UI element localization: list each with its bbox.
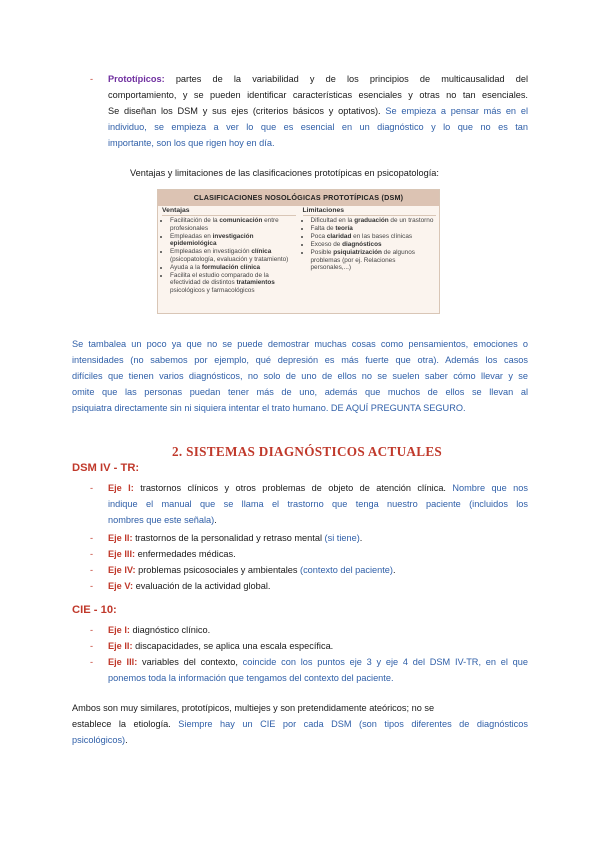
advantage-item: • Facilita el estudio comparado de la efectividad de distintos tratamientos psicológicos y farmacológicos bbox=[170, 272, 296, 295]
bullet-dash: - bbox=[90, 625, 94, 635]
limitation-item: • Dificultad en la graduación de un trastorno bbox=[311, 217, 437, 225]
prototipicos-term: Prototípicos: bbox=[108, 74, 165, 84]
limitation-item: • Poca claridad en las bases clínicas bbox=[311, 233, 437, 241]
bullet-dash: - bbox=[90, 565, 94, 575]
advantages-header: Ventajas bbox=[162, 207, 296, 216]
advantage-item: • Facilitación de la comunicación entre profesionales bbox=[170, 217, 296, 232]
dsm-axis-2: Eje II: trastornos de la personalidad y retraso mental (si tiene). bbox=[108, 533, 363, 543]
closing-line-3: psicológicos). bbox=[72, 735, 128, 745]
dsm-axis-5: Eje V: evaluación de la actividad global. bbox=[108, 581, 271, 591]
cie-axis-2: Eje II: discapacidades, se aplica una escala específica. bbox=[108, 641, 334, 651]
section-heading: 2. SISTEMAS DIAGNÓSTICOS ACTUALES bbox=[172, 444, 443, 459]
dsm-axis-3: Eje III: enfermedades médicas. bbox=[108, 549, 236, 559]
bullet-dash: - bbox=[90, 549, 94, 559]
intro-line-3: Se diseñan los DSM y sus ejes (criterios básicos y optativos). Se empieza a pensar más en el bbox=[108, 106, 528, 116]
bullet-dash: - bbox=[90, 581, 94, 591]
cie-axis-3-line-2: ponemos toda la información que tengamos del contexto del paciente. bbox=[108, 673, 394, 683]
limitation-item: • Falta de teoría bbox=[311, 225, 437, 233]
advantage-item: • Ayuda a la formulación clínica bbox=[170, 264, 296, 272]
dsm-axis-1-line-2: indique el manual que se llama el trastorno que tenga nuestro paciente (incluidos los bbox=[108, 499, 528, 509]
dsm-title: DSM IV - TR: bbox=[72, 462, 140, 474]
dsm-axis-4: Eje IV: problemas psicosociales y ambientales (contexto del paciente). bbox=[108, 565, 396, 575]
bullet-dash: - bbox=[90, 483, 94, 493]
commentary-line-3: difíciles que tienen varios diagnósticos, no solo de uno de ellos no se suelen saber cómo llevar y se bbox=[72, 371, 528, 381]
cie-title: CIE - 10: bbox=[72, 604, 117, 616]
advantage-item: • Empleadas en investigación clínica (psicopatología, evaluación y tratamiento) bbox=[170, 248, 296, 263]
cie-axis-3: Eje III: variables del contexto, coincide con los puntos eje 3 y eje 4 del DSM IV-TR, en el que bbox=[108, 657, 528, 667]
intro-line-4: individuo, se empieza a ver lo que es esencial en un diagnóstico y lo que no es tan bbox=[108, 122, 528, 132]
intro-line-5: importante, son los que rigen hoy en día. bbox=[108, 138, 275, 148]
bullet-dash: - bbox=[90, 657, 94, 667]
commentary-line-4: omite que las personas puedan tener más de uno, además que muchos de ellos se llevan al bbox=[72, 387, 528, 397]
closing-line-1: Ambos son muy similares, prototípicos, multiejes y son pretendidamente ateóricos; no se bbox=[72, 703, 435, 713]
advantages-column bbox=[158, 206, 299, 295]
table-caption: Ventajas y limitaciones de las clasificaciones prototípicas en psicopatología: bbox=[130, 168, 439, 178]
commentary-line-2: intensidades (no sabemos por ejemplo, qué depresión es más fuerte que otra). Además los casos bbox=[72, 355, 528, 365]
dsm-axis-1: Eje I: trastornos clínicos y otros problemas de objeto de atención clínica. Nombre que nos bbox=[108, 483, 528, 493]
limitation-item: • Exceso de diagnósticos bbox=[311, 241, 437, 249]
advantage-item: • Empleadas en investigación epidemiológica bbox=[170, 233, 296, 248]
intro-line-1: Prototípicos: partes de la variabilidad y de los principios de multicausalidad del bbox=[108, 74, 528, 84]
table-title: CLASIFICACIONES NOSOLÓGICAS PROTOTÍPICAS (DSM) bbox=[158, 190, 439, 206]
bullet-dash: - bbox=[90, 74, 94, 84]
limitation-item: • Posible psiquiatrización de algunos problemas (por ej. Relaciones personales,...) bbox=[311, 249, 437, 272]
cie-axis-1: Eje I: diagnóstico clínico. bbox=[108, 625, 211, 635]
bullet-dash: - bbox=[90, 533, 94, 543]
classification-table bbox=[157, 189, 440, 314]
closing-line-2: establece la etiología. Siempre hay un CIE por cada DSM (son tipos diferentes de diagnósticos bbox=[72, 719, 528, 729]
commentary-line-5: psiquiatra directamente sin ni siquiera intentar el trato humano. DE AQUÍ PREGUNTA SEGURO. bbox=[72, 403, 466, 413]
commentary-line-1: Se tambalea un poco ya que no se puede demostrar muchas cosas como pensamientos, emociones o bbox=[72, 339, 528, 349]
dsm-axis-1-line-3: nombres que este señala). bbox=[108, 515, 217, 525]
intro-line-2: comportamiento, y se pueden identificar características esenciales y otras no tan esenciales. bbox=[108, 90, 528, 100]
limitations-header: Limitaciones bbox=[303, 207, 437, 216]
bullet-dash: - bbox=[90, 641, 94, 651]
limitations-column bbox=[299, 206, 440, 295]
